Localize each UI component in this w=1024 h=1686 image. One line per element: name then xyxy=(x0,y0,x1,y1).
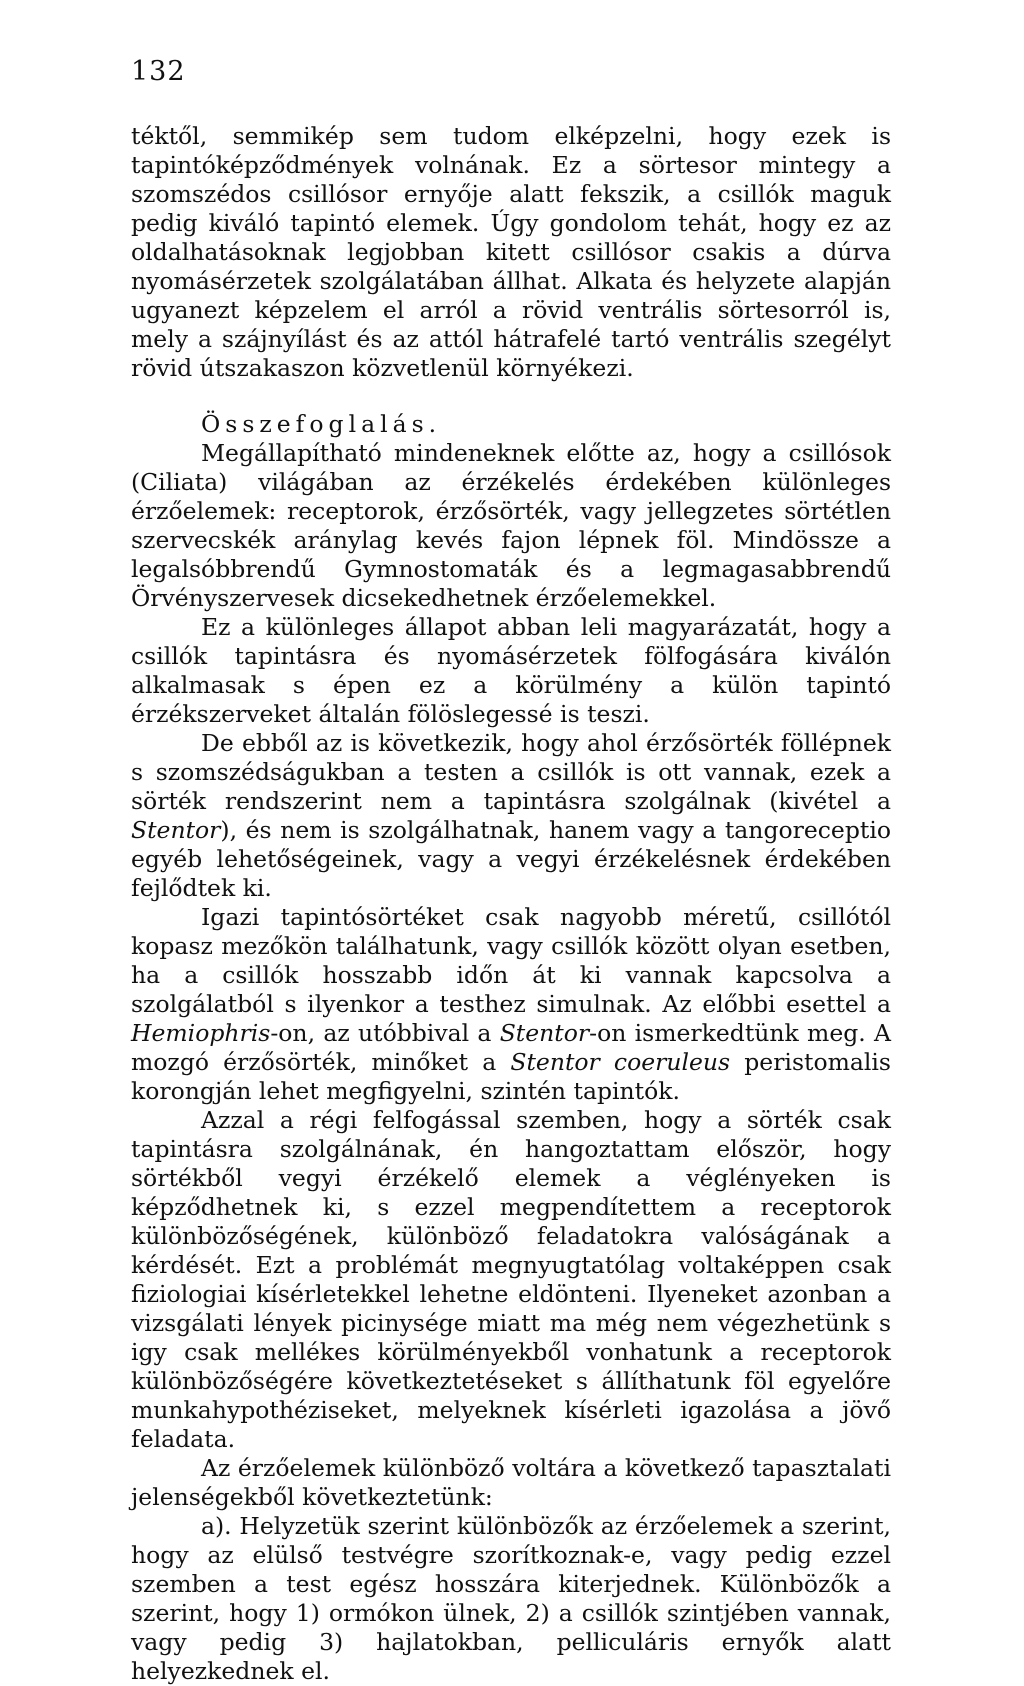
genus-name-stentor: Stentor xyxy=(499,1019,590,1047)
page-text xyxy=(131,122,891,1686)
paragraph-receptor-question: Azzal a régi felfogással szemben, hogy a sörték csak tapintásra szolgálnának, én hangoztattam először, hogy sörtékből vegyi érzékelő elemek a véglényeken is képződhetnek ki, s ezzel megpendítettem a receptorok különbözőségének, különböző feladatokra valóságának a kérdését. Ezt a problémát megnyugtatólag voltaképpen csak fiziologiai kísérletekkel lehetne eldönteni. Ilyeneket azonban a vizsgálati lények picinysége miatt ma még nem végezhetünk s igy csak mellékes körülményekből vonhatunk a receptorok különbözőségére következtetéseket s állíthatunk föl egyelőre munkahypothéziseket, melyeknek kísérleti igazolása a jövő feladata. xyxy=(131,1106,891,1453)
paragraph-continuation: téktől, semmikép sem tudom elképzelni, hogy ezek is tapintóképződmények volnának. Ez a sörtesor mintegy a szomszédos csillósor ernyője alatt fekszik, a csillók maguk pedig kiváló tapintó elemek. Úgy gondolom tehát, hogy ez az oldalhatásoknak legjobban kitett csillósor csakis a dúrva nyomásérzetek szolgálatában állhat. Alkata és helyzete alapján ugyanezt képzelem el arról a rövid ventrális sörtesorról is, mely a szájnyílást és az attól hátrafelé tartó ventrális szegélyt rövid útszakaszon közvetlenül környékezi. xyxy=(131,122,891,382)
paragraph-tactile-bristles xyxy=(131,903,891,1106)
text-run: -on ismerkedtünk meg. A mozgó érzősörték, minőket a xyxy=(131,1019,892,1076)
genus-name-stentor: Stentor xyxy=(131,816,221,844)
paragraph-evidence-intro: Az érzőelemek különböző voltára a következő tapasztalati jelenségekből következtetünk: xyxy=(131,1454,891,1511)
genus-name-hemiophris: Hemiophris xyxy=(131,1019,271,1047)
paragraph-consequence xyxy=(131,729,891,903)
text-run: Igazi tapintósörtéket csak nagyobb méretű, csillótól kopasz mezőkön találhatunk, vagy csillók között olyan esetben, ha a csillók hosszabb időn át ki vannak kapcsolva a szolgálatból s ilyenkor a testhez simulnak. Az előbbi esettel a xyxy=(131,903,891,1018)
section-title: Összefoglalás. xyxy=(201,410,442,438)
text-run: ), és nem is szolgálhatnak, hanem vagy a tangoreceptio egyéb lehetőségeinek, vagy a vegyi érzékelésnek érdekében fejlődtek ki. xyxy=(131,816,891,902)
species-name-stentor-coeruleus: Stentor coeruleus xyxy=(510,1048,731,1076)
paragraph-explanation: Ez a különleges állapot abban leli magyarázatát, hogy a csillók tapintásra és nyomásérzetek fölfogására kiválón alkalmasak s épen ez a körülmény a külön tapintó érzékszerveket általán fölöslegessé is teszi. xyxy=(131,613,891,728)
text-run: De ebből az is következik, hogy ahol érzősörték föllépnek s szomszédságukban a testen a csillók is ott vannak, ezek a sörték rendszerint nem a tapintásra szolgálnak (kivétel a xyxy=(131,729,891,815)
paragraph-summary-intro: Megállapítható mindeneknek előtte az, hogy a csillósok (Ciliata) világában az érzékelés érdekében különleges érzőelemek: receptorok, érzősörték, vagy jellegzetes sörtétlen szervecskék aránylag kevés fajon lépnek föl. Mindössze a legalsóbbrendű Gymnostomaták és a legmagasabbrendű Örvényszervesek dicsekedhetnek érzőelemekkel. xyxy=(131,439,891,612)
page-number: 132 xyxy=(131,56,186,87)
paragraph-point-a: a). Helyzetük szerint különbözők az érzőelemek a szerint, hogy az elülső testvégre szorítkoznak-e, vagy pedig ezzel szemben a test egész hosszára kiterjednek. Különbözők a szerint, hogy 1) ormókon ülnek, 2) a csillók szintjében vannak, vagy pedig 3) hajlatokban, pelliculáris ernyők alatt helyezkednek el. xyxy=(131,1512,891,1685)
text-run: -on, az utóbbival a xyxy=(270,1019,500,1047)
text-run: peristomalis korongján lehet megfigyelni, szintén tapintók. xyxy=(131,1048,891,1105)
